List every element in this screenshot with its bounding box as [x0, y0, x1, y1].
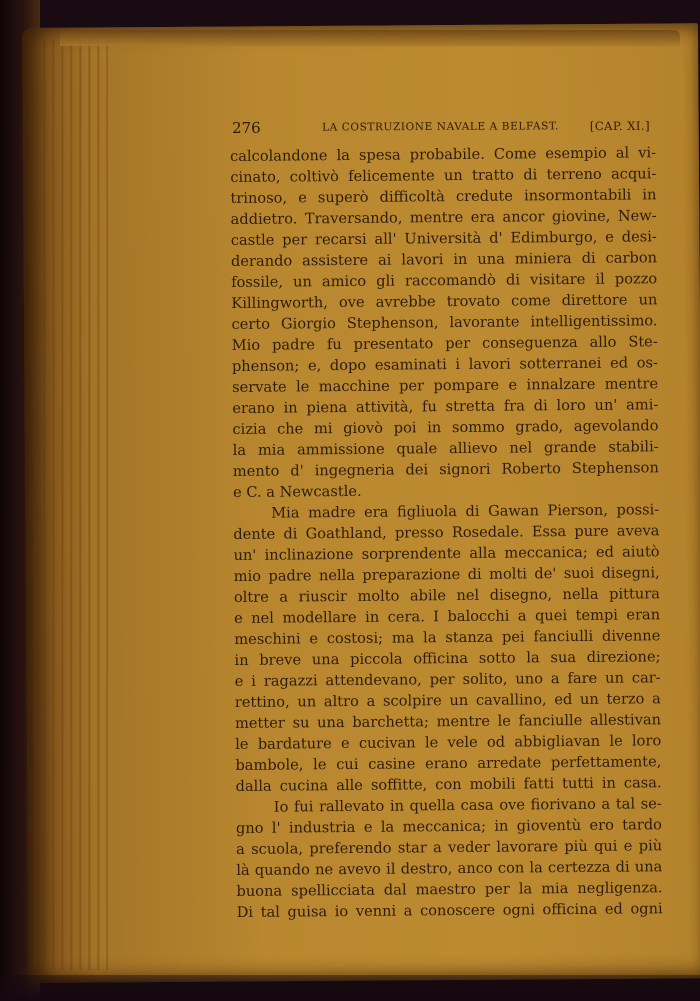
running-head: LA COSTRUZIONE NAVALE A BELFAST. [322, 120, 559, 134]
text-line: metter su una barchetta; mentre le fanciulle allestivan [234, 711, 662, 732]
text-line: calcolandone la spesa probabile. Come esempio al vi- [230, 144, 657, 165]
text-line: fossile, un amico gli raccomandò di visitare il pozzo [231, 270, 658, 291]
paragraph-start-line: Io fui rallevato in quella casa ove fiorivano a tal se- [273, 795, 662, 816]
text-line: un' inclinazione sorprendente alla meccanica; ed aiutò [233, 543, 660, 564]
text-line: certo Giorgio Stephenson, lavorante intelligentissimo. [231, 312, 658, 333]
text-line: addietro. Traversando, mentre era ancor giovine, New- [230, 207, 657, 228]
text-line: castle per recarsi all' Università d' Edimburgo, e desi- [230, 228, 657, 249]
text-line: rettino, un altro a scolpire un cavallino, ed un terzo a [234, 690, 661, 711]
paragraph-start-line: Mia madre era figliuola di Gawan Pierson, possi- [271, 501, 660, 522]
chapter-reference: [CAP. XI.] [589, 118, 651, 134]
text-line: gno l' industria e la meccanica; in gioventù ero tardo [235, 816, 663, 837]
text-line: e nel modellare in cera. I balocchi a quei tempi eran [234, 606, 661, 627]
text-line: Killingworth, ove avrebbe trovato come direttore un [231, 291, 658, 312]
page-header [232, 116, 650, 140]
text-line: trinoso, e superò difficoltà credute insormontabili in [230, 186, 657, 207]
text-line: buona spellicciata dal maestro per la mia negligenza. [236, 879, 663, 900]
text-line: servate le macchine per pompare e innalzare mentre [232, 375, 659, 396]
text-line: a scuola, preferendo star a veder lavorare più qui e più [236, 837, 663, 858]
text-line: e C. a Newcastle. [232, 482, 362, 501]
text-line: Mio padre fu presentato per conseguenza allo Ste- [231, 333, 658, 354]
page-number: 276 [232, 118, 261, 137]
text-line: derando assistere ai lavori in una miniera di carbon [230, 249, 658, 270]
text-line: phenson; e, dopo esaminati i lavori sotterranei ed os- [231, 354, 658, 375]
text-line: mio padre nella preparazione di molti de' suoi disegni, [233, 564, 660, 585]
bottom-shadow [0, 975, 700, 1001]
text-line: dalla cucina alle soffitte, con mobili fatti tutti in casa. [235, 774, 662, 795]
text-line: oltre a riuscir molto abile nel disegno, nella pittura [233, 585, 660, 606]
text-line: erano in piena attività, fu stretta fra di loro un' ami- [232, 396, 659, 417]
body-text [230, 142, 663, 923]
text-line: e i ragazzi attendevano, per solito, uno a fare un car- [234, 669, 661, 690]
text-line: la mia ammissione quale allievo nel grande stabili- [232, 438, 659, 459]
text-line: cizia che mi giovò poi in sommo grado, agevolando [232, 417, 659, 438]
text-line: cinato, coltivò felicemente un tratto di terreno acqui- [230, 165, 657, 186]
text-line: mento d' ingegneria dei signori Roberto Stephenson [232, 459, 659, 480]
text-line: in breve una piccola officina sotto la sua direzione; [234, 648, 661, 669]
page-top-edge [60, 30, 680, 46]
text-line: Di tal guisa io venni a conoscere ogni officina ed ogni [236, 900, 663, 921]
text-line: là quando ne avevo il destro, anco con la certezza di una [236, 858, 663, 879]
text-line: le bardature e cucivan le vele od abbigliavan le loro [235, 732, 662, 753]
text-line: bambole, le cui casine erano arredate perfettamente, [235, 753, 662, 774]
text-line: dente di Goathland, presso Rosedale. Essa pure aveva [233, 522, 660, 543]
text-line: meschini e costosi; ma la stanza pei fanciulli divenne [234, 627, 661, 648]
